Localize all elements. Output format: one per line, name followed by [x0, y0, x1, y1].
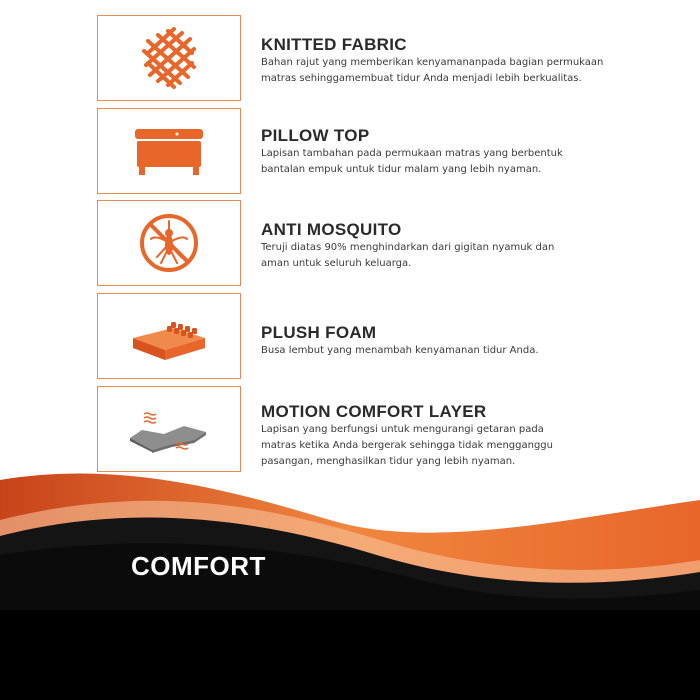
feature-text	[261, 220, 681, 272]
description-line: Busa lembut yang menambah kenyamanan tidur Anda.	[261, 345, 539, 356]
description-line: matras ketika Anda bergerak sehingga tidak mengganggu	[261, 440, 553, 451]
plush-foam-icon	[127, 308, 211, 364]
footer-banner	[0, 460, 700, 700]
wave-background	[0, 460, 700, 700]
description-line: bantalan empuk untuk tidur malam yang lebih nyaman.	[261, 164, 542, 175]
description-line: matras sehinggamembuat tidur Anda menjadi lebih berkualitas.	[261, 73, 582, 84]
icon-frame	[97, 15, 241, 101]
feature-text	[261, 35, 681, 87]
motion-comfort-icon	[124, 404, 214, 454]
icon-frame	[97, 200, 241, 286]
description-line: Bahan rajut yang memberikan kenyamananpada bagian permukaan	[261, 57, 604, 68]
feature-text	[261, 323, 681, 359]
description-line: pasangan, menghasilkan tidur yang lebih nyaman.	[261, 456, 516, 467]
knitted-fabric-icon	[134, 23, 204, 93]
feature-description	[261, 343, 681, 359]
feature-description	[261, 240, 681, 272]
description-line: aman untuk seluruh keluarga.	[261, 258, 412, 269]
description-line: Lapisan yang berfungsi untuk mengurangi getaran pada	[261, 424, 544, 435]
feature-title: MOTION COMFORT LAYER	[261, 402, 487, 421]
icon-frame	[97, 293, 241, 379]
description-line: Lapisan tambahan pada permukaan matras yang berbentuk	[261, 148, 563, 159]
feature-text	[261, 126, 681, 178]
feature-description	[261, 146, 681, 178]
feature-title: ANTI MOSQUITO	[261, 220, 402, 239]
description-line: Teruji diatas 90% menghindarkan dari gigitan nyamuk dan	[261, 242, 555, 253]
feature-description	[261, 55, 681, 87]
footer-title: COMFORT	[131, 551, 266, 581]
feature-title: PLUSH FOAM	[261, 323, 377, 342]
feature-title: PILLOW TOP	[261, 126, 370, 145]
pillow-top-icon	[129, 123, 209, 179]
icon-frame	[97, 108, 241, 194]
anti-mosquito-icon	[137, 211, 201, 275]
feature-title: KNITTED FABRIC	[261, 35, 407, 54]
